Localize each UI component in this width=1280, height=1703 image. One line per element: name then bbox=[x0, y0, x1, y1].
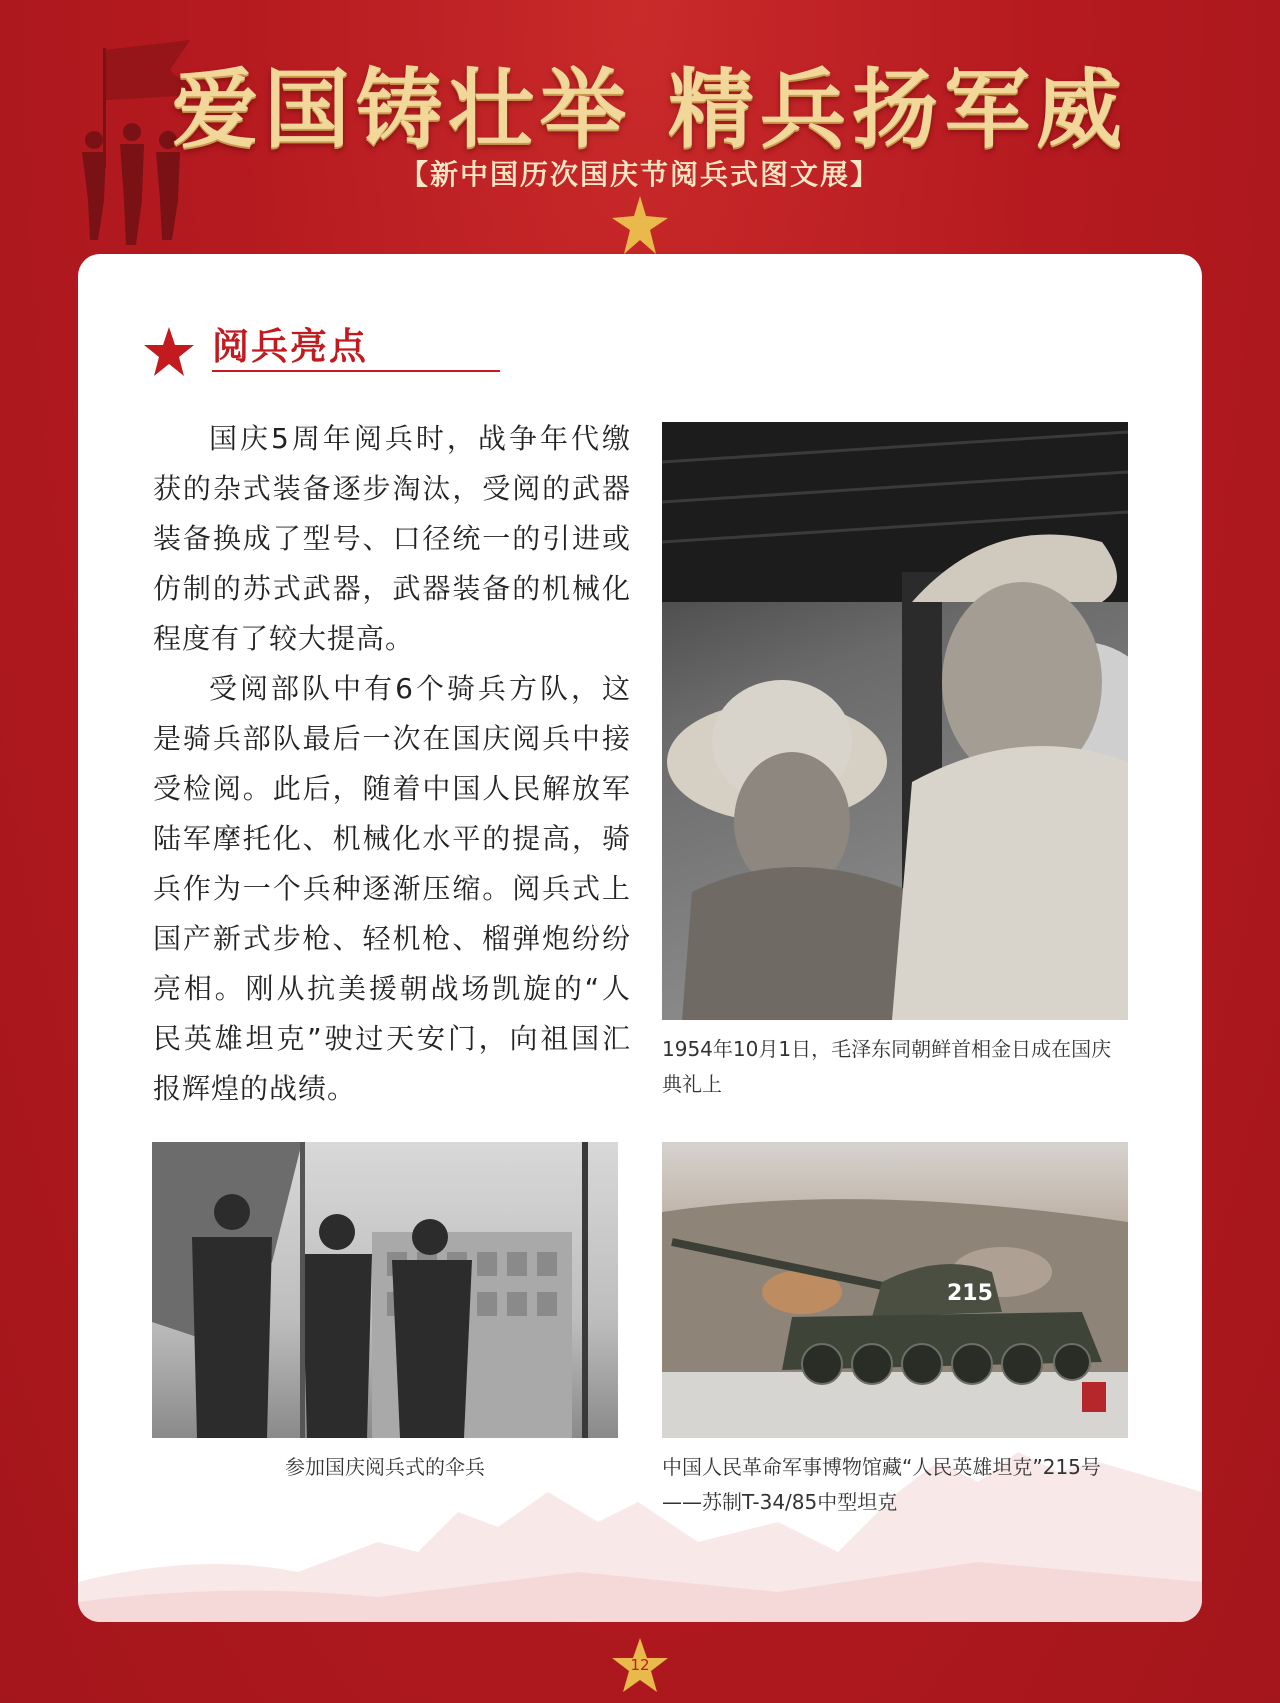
paratroopers-photo bbox=[152, 1142, 618, 1438]
star-emblem-icon bbox=[612, 196, 668, 256]
tank-turret-number: 215 bbox=[947, 1281, 993, 1306]
paragraph: 受阅部队中有6个骑兵方队，这是骑兵部队最后一次在国庆阅兵中接受检阅。此后，随着中国人民解放军陆军摩托化、机械化水平的提高，骑兵作为一个兵种逐渐压缩。阅兵式上国产新式步枪、轻机枪、榴弹炮纷纷亮相。刚从抗美援朝战场凯旋的“人民英雄坦克”驶过天安门，向祖国汇报辉煌的战绩。 bbox=[153, 672, 631, 1105]
page-number: 12 bbox=[630, 1656, 650, 1674]
paragraph: 国庆5周年阅兵时，战争年代缴获的杂式装备逐步淘汰，受阅的武器装备换成了型号、口径统一的引进或仿制的苏式武器，武器装备的机械化程度有了较大提高。 bbox=[153, 422, 631, 655]
article-body bbox=[153, 414, 631, 1114]
leaders-photo-caption: 1954年10月1日，毛泽东同朝鲜首相金日成在国庆典礼上 bbox=[662, 1037, 1112, 1096]
content-card bbox=[78, 254, 1202, 1622]
paratroopers-photo-caption: 参加国庆阅兵式的伞兵 bbox=[285, 1455, 485, 1479]
leaders-photo bbox=[662, 422, 1128, 1020]
tank-photo bbox=[662, 1142, 1128, 1438]
page-subtitle: 【新中国历次国庆节阅兵式图文展】 bbox=[399, 158, 880, 191]
section-title: 阅兵亮点 bbox=[212, 325, 368, 368]
tank-photo-caption: 中国人民革命军事博物馆藏“人民英雄坦克”215号——苏制T-34/85中型坦克 bbox=[662, 1455, 1101, 1514]
star-icon bbox=[143, 326, 195, 378]
page-title: 爱国铸壮举 精兵扬军威 bbox=[172, 59, 1128, 160]
section-underline bbox=[212, 370, 500, 372]
